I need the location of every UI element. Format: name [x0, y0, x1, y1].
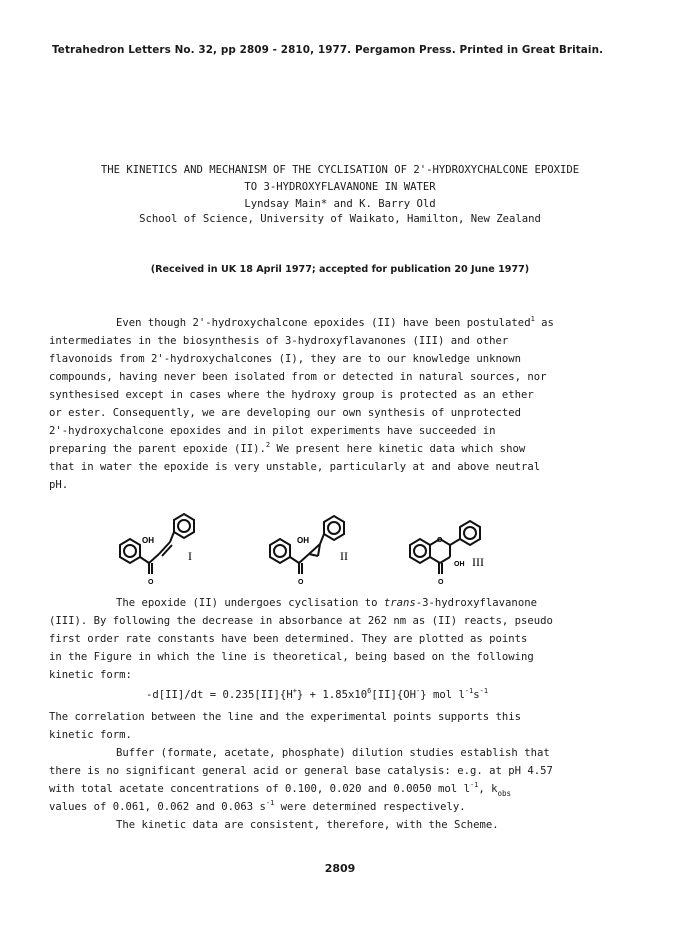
structure-I-chalcone	[110, 510, 220, 590]
para1-line: flavonoids from 2'-hydroxychalcones (I), they are to our knowledge unknown	[49, 353, 521, 365]
para2-line: The epoxide (II) undergoes cyclisation to trans-3-hydroxyflavanone	[116, 597, 537, 609]
para3-line: kinetic form.	[49, 729, 132, 741]
para4-line: Buffer (formate, acetate, phosphate) dilution studies establish that	[116, 747, 550, 759]
oh-label: OH	[297, 536, 309, 545]
para3-line: The correlation between the line and the experimental points supports this	[49, 711, 521, 723]
para1-line: compounds, having never been isolated from or detected in natural sources, nor	[49, 371, 547, 383]
received-date: (Received in UK 18 April 1977; accepted for publication 20 June 1977)	[150, 264, 530, 275]
carbonyl-o-label: O	[148, 579, 154, 586]
oh-label: OH	[142, 536, 154, 545]
compound-label-II: II	[340, 549, 348, 563]
carbonyl-o-label: O	[438, 579, 444, 586]
article-title-line-1: THE KINETICS AND MECHANISM OF THE CYCLISATION OF 2'-HYDROXYCHALCONE EPOXIDE	[100, 164, 580, 176]
para4-line: there is no significant general acid or general base catalysis: e.g. at pH 4.57	[49, 765, 553, 777]
para1-line: intermediates in the biosynthesis of 3-hydroxyflavanones (III) and other	[49, 335, 509, 347]
footnote-ref: 2	[265, 441, 271, 449]
para1-line: Even though 2'-hydroxychalcone epoxides (II) have been postulated$^1$ as	[116, 315, 554, 329]
para2-line: kinetic form:	[49, 669, 132, 681]
para4-line: with total acetate concentrations of 0.100, 0.020 and 0.0050 mol $l^{-1}$, $k_{obs}$	[49, 781, 512, 798]
para1-line: 2'-hydroxychalcone epoxides and in pilot experiments have succeeded in	[49, 425, 496, 437]
rate-equation: $-d[II]/dt = 0.235[II]\{H^+\} + 1.85x10^6[II]\{OH^-\}$ mol $l^{-1}s^{-1}$	[146, 687, 489, 701]
compound-label-III: III	[472, 555, 484, 569]
structure-III-flavanone	[400, 510, 520, 590]
para2-line: first order rate constants have been determined. They are plotted as points	[49, 633, 528, 645]
para1-line: preparing the parent epoxide (II).$^2$ We present here kinetic data which show	[49, 441, 526, 455]
structure-II-epoxide	[260, 510, 370, 590]
para4-line: values of 0.061, 0.062 and 0.063 $s^{-1}$ were determined respectively.	[49, 799, 466, 813]
para1-line: or ester. Consequently, we are developing our own synthesis of unprotected	[49, 407, 521, 419]
affiliation: School of Science, University of Waikato, Hamilton, New Zealand	[139, 213, 541, 225]
para2-line: (III). By following the decrease in absorbance at 262 nm as (II) reacts, pseudo	[49, 615, 553, 627]
para1-line: synthesised except in cases where the hydroxy group is protected as an ether	[49, 389, 534, 401]
oh-label: OH	[454, 561, 465, 568]
para1-line: that in water the epoxide is very unstable, particularly at and above neutral	[49, 461, 541, 473]
para5-line: The kinetic data are consistent, therefore, with the Scheme.	[116, 819, 499, 831]
authors: Lyndsay Main* and K. Barry Old	[244, 198, 436, 210]
compound-label-I: I	[188, 549, 192, 563]
journal-header: Tetrahedron Letters No. 32, pp 2809 - 2810, 1977. Pergamon Press. Printed in Great Britain.	[52, 44, 604, 56]
page-number: 2809	[324, 862, 356, 875]
para2-line: in the Figure in which the line is theoretical, being based on the following	[49, 651, 534, 663]
ring-o-label: O	[437, 537, 443, 544]
footnote-ref: 1	[530, 315, 535, 323]
article-title-line-2: TO 3-HYDROXYFLAVANONE IN WATER	[244, 181, 436, 193]
carbonyl-o-label: O	[298, 579, 304, 586]
para1-line: pH.	[49, 479, 69, 491]
